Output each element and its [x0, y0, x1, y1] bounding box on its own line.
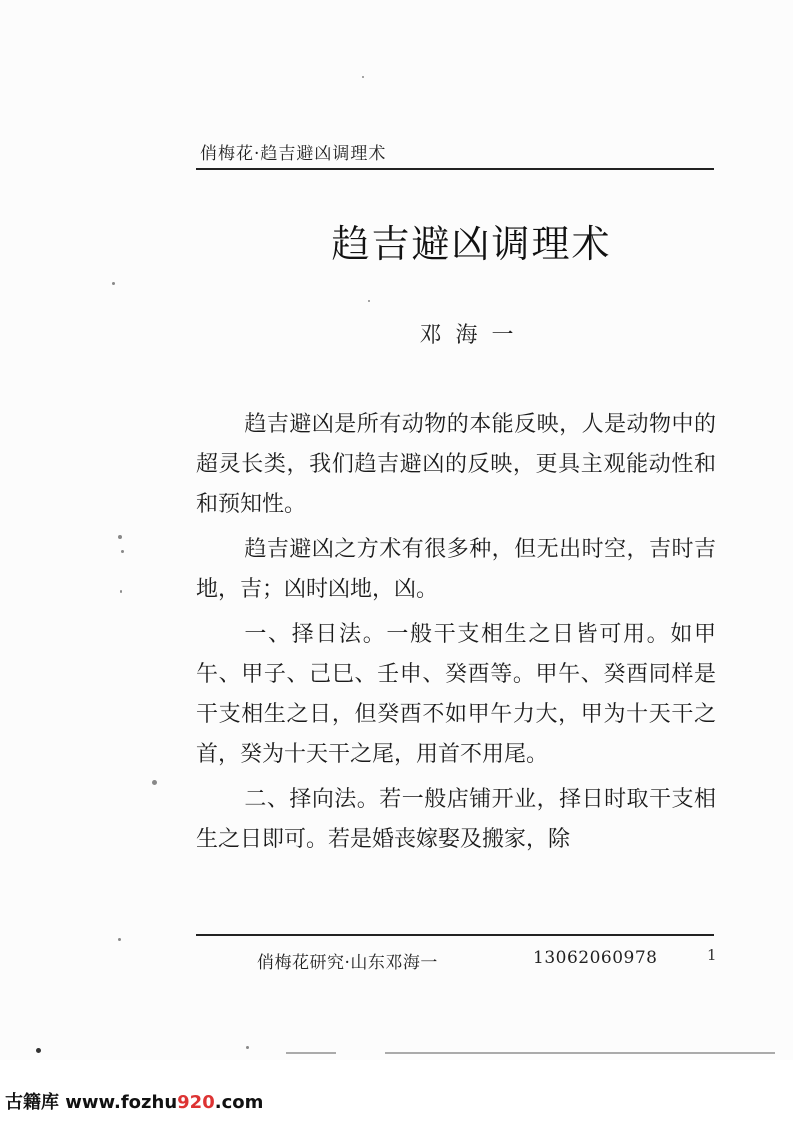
paragraph-3: 一、择日法。一般干支相生之日皆可用。如甲午、甲子、己巳、壬申、癸酉等。甲午、癸酉同样是干支相生之日，但癸酉不如甲午力大，甲为十天干之首，癸为十天干之尾，用首不用尾。 [196, 622, 716, 767]
paragraph-1: 趋吉避凶是所有动物的本能反映，人是动物中的超灵长类，我们趋吉避凶的反映，更具主观能动性和和预知性。 [196, 412, 716, 517]
footer-phone: 13062060978 [533, 948, 658, 968]
watermark-suffix: .com [214, 1092, 264, 1113]
document-title [0, 213, 793, 268]
header-rule [196, 168, 714, 170]
document-title-text: 趋吉避凶调理术 [331, 222, 612, 266]
running-header: 俏梅花·趋吉避凶调理术 [200, 144, 387, 164]
author-name: 邓海一 [419, 323, 528, 348]
site-watermark [5, 1088, 263, 1114]
scan-artifact-line [385, 1052, 775, 1054]
body-text [196, 405, 716, 860]
paragraph-4: 二、择向法。若一般店铺开业，择日时取干支相生之日即可。若是婚丧嫁娶及搬家，除 [196, 787, 716, 852]
watermark-prefix: 古籍库 www.fozhu [5, 1092, 178, 1113]
footer-rule [196, 934, 714, 936]
author-line [0, 318, 793, 349]
paragraph-2: 趋吉避凶之方术有很多种，但无出时空，吉时吉地，吉；凶时凶地，凶。 [196, 537, 716, 602]
scan-artifact-line [286, 1052, 336, 1054]
page-number: 1 [707, 946, 717, 964]
watermark-number: 920 [177, 1092, 215, 1113]
footer-source: 俏梅花研究·山东邓海一 [257, 953, 438, 973]
